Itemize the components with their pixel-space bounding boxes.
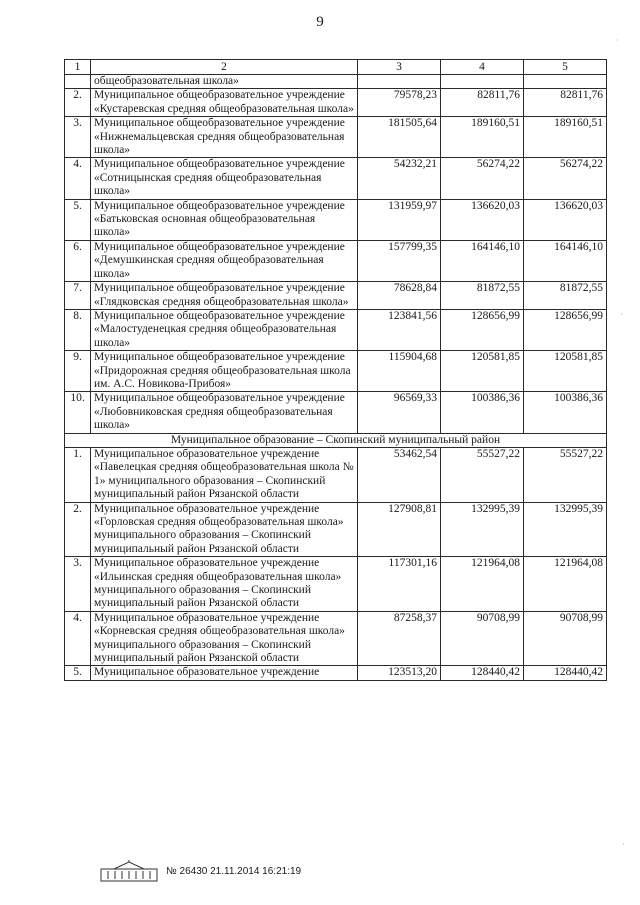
- table-row: [65, 309, 607, 350]
- table-header-row: [65, 60, 607, 75]
- value-col-3: 117301,16: [358, 557, 441, 612]
- row-number: [65, 75, 91, 89]
- row-number: 5.: [65, 666, 91, 680]
- value-col-3: [358, 75, 441, 89]
- table-row: [65, 282, 607, 310]
- value-col-4: 120581,85: [441, 351, 524, 392]
- value-col-4: 100386,36: [441, 392, 524, 433]
- value-col-5: 100386,36: [524, 392, 607, 433]
- institution-name: Муниципальное общеобразовательное учреждение «Сотницынская средняя общеобразовательная школа»: [91, 158, 358, 199]
- value-col-4: 81872,55: [441, 282, 524, 310]
- table-row: [65, 611, 607, 666]
- column-header: 2: [91, 60, 358, 75]
- row-number: 3.: [65, 557, 91, 612]
- value-col-5: 55527,22: [524, 447, 607, 502]
- section-row: [65, 433, 607, 447]
- stamp-text: № 26430 21.11.2014 16:21:19: [166, 865, 302, 877]
- value-col-3: 53462,54: [358, 447, 441, 502]
- table-row: [65, 392, 607, 433]
- section-title: Муниципальное образование – Скопинский муниципальный район: [65, 433, 607, 447]
- table-row: [65, 199, 607, 240]
- value-col-5: 164146,10: [524, 240, 607, 281]
- row-number: 3.: [65, 117, 91, 158]
- institution-name: Муниципальное образовательное учреждение «Горловская средняя общеобразовательная школа» муниципального образования – Скопинский муниципальный район Рязанской области: [91, 502, 358, 557]
- value-col-4: [441, 75, 524, 89]
- row-number: 2.: [65, 89, 91, 117]
- value-col-3: 131959,97: [358, 199, 441, 240]
- table-body: [65, 60, 607, 681]
- institution-name: Муниципальное общеобразовательное учреждение «Любовниковская средняя общеобразовательная школа»: [91, 392, 358, 433]
- table-row: [65, 158, 607, 199]
- value-col-3: 181505,64: [358, 117, 441, 158]
- government-building-icon: [100, 860, 158, 882]
- value-col-4: 82811,76: [441, 89, 524, 117]
- column-header: 4: [441, 60, 524, 75]
- value-col-5: 56274,22: [524, 158, 607, 199]
- table-row: [65, 447, 607, 502]
- institution-name: Муниципальное образовательное учреждение «Ильинская средняя общеобразовательная школа» муниципального образования – Скопинский муниципальный район Рязанской области: [91, 557, 358, 612]
- value-col-5: 189160,51: [524, 117, 607, 158]
- row-number: 5.: [65, 199, 91, 240]
- column-header: 1: [65, 60, 91, 75]
- value-col-4: 136620,03: [441, 199, 524, 240]
- table-row: [65, 89, 607, 117]
- row-number: 2.: [65, 502, 91, 557]
- value-col-5: 136620,03: [524, 199, 607, 240]
- institution-name: Муниципальное образовательное учреждение «Корневская средняя общеобразовательная школа» муниципального образования – Скопинский муниципальный район Рязанской области: [91, 611, 358, 666]
- page-number: 9: [316, 14, 324, 30]
- column-header: 5: [524, 60, 607, 75]
- value-col-5: 90708,99: [524, 611, 607, 666]
- allocation-table: [64, 59, 607, 681]
- table-row: [65, 351, 607, 392]
- value-col-5: 132995,39: [524, 502, 607, 557]
- value-col-5: 81872,55: [524, 282, 607, 310]
- value-col-3: 115904,68: [358, 351, 441, 392]
- value-col-4: 128656,99: [441, 309, 524, 350]
- value-col-3: 127908,81: [358, 502, 441, 557]
- value-col-3: 78628,84: [358, 282, 441, 310]
- value-col-5: 82811,76: [524, 89, 607, 117]
- institution-name: Муниципальное образовательное учреждение: [91, 666, 358, 680]
- value-col-5: 128656,99: [524, 309, 607, 350]
- row-number: 4.: [65, 158, 91, 199]
- row-number: 1.: [65, 447, 91, 502]
- scan-mark: ·: [622, 840, 625, 849]
- institution-name: общеобразовательная школа»: [91, 75, 358, 89]
- value-col-5: 121964,08: [524, 557, 607, 612]
- row-number: 9.: [65, 351, 91, 392]
- institution-name: Муниципальное общеобразовательное учреждение «Кустаревская средняя общеобразовательная школа»: [91, 89, 358, 117]
- table-row: [65, 666, 607, 680]
- value-col-3: 123841,56: [358, 309, 441, 350]
- scan-mark: ·: [620, 310, 623, 319]
- value-col-4: 164146,10: [441, 240, 524, 281]
- institution-name: Муниципальное общеобразовательное учреждение «Глядковская средняя общеобразовательная школа»: [91, 282, 358, 310]
- table-row: [65, 240, 607, 281]
- value-col-5: 120581,85: [524, 351, 607, 392]
- institution-name: Муниципальное образовательное учреждение «Павелецкая средняя общеобразовательная школа № 1» муниципального образования – Скопинский муниципальный район Рязанской области: [91, 447, 358, 502]
- value-col-4: 121964,08: [441, 557, 524, 612]
- institution-name: Муниципальное общеобразовательное учреждение «Малостуденецкая средняя общеобразовательная школа»: [91, 309, 358, 350]
- institution-name: Муниципальное общеобразовательное учреждение «Батьковская основная общеобразовательная школа»: [91, 199, 358, 240]
- institution-name: Муниципальное общеобразовательное учреждение «Демушкинская средняя общеобразовательная школа»: [91, 240, 358, 281]
- value-col-4: 189160,51: [441, 117, 524, 158]
- value-col-3: 123513,20: [358, 666, 441, 680]
- value-col-5: [524, 75, 607, 89]
- value-col-3: 54232,21: [358, 158, 441, 199]
- row-number: 8.: [65, 309, 91, 350]
- value-col-4: 132995,39: [441, 502, 524, 557]
- row-number: 4.: [65, 611, 91, 666]
- value-col-3: 79578,23: [358, 89, 441, 117]
- table-row: [65, 75, 607, 89]
- institution-name: Муниципальное общеобразовательное учреждение «Придорожная средняя общеобразовательная школа им. А.С. Новикова-Прибоя»: [91, 351, 358, 392]
- registration-stamp: [100, 860, 301, 882]
- value-col-4: 55527,22: [441, 447, 524, 502]
- scan-mark: ·: [616, 36, 619, 45]
- value-col-3: 96569,33: [358, 392, 441, 433]
- value-col-4: 56274,22: [441, 158, 524, 199]
- table-row: [65, 557, 607, 612]
- value-col-3: 157799,35: [358, 240, 441, 281]
- row-number: 6.: [65, 240, 91, 281]
- value-col-4: 90708,99: [441, 611, 524, 666]
- row-number: 7.: [65, 282, 91, 310]
- column-header: 3: [358, 60, 441, 75]
- value-col-4: 128440,42: [441, 666, 524, 680]
- value-col-5: 128440,42: [524, 666, 607, 680]
- value-col-3: 87258,37: [358, 611, 441, 666]
- table-row: [65, 117, 607, 158]
- institution-name: Муниципальное общеобразовательное учреждение «Нижнемальцевская средняя общеобразовательная школа»: [91, 117, 358, 158]
- table-row: [65, 502, 607, 557]
- row-number: 10.: [65, 392, 91, 433]
